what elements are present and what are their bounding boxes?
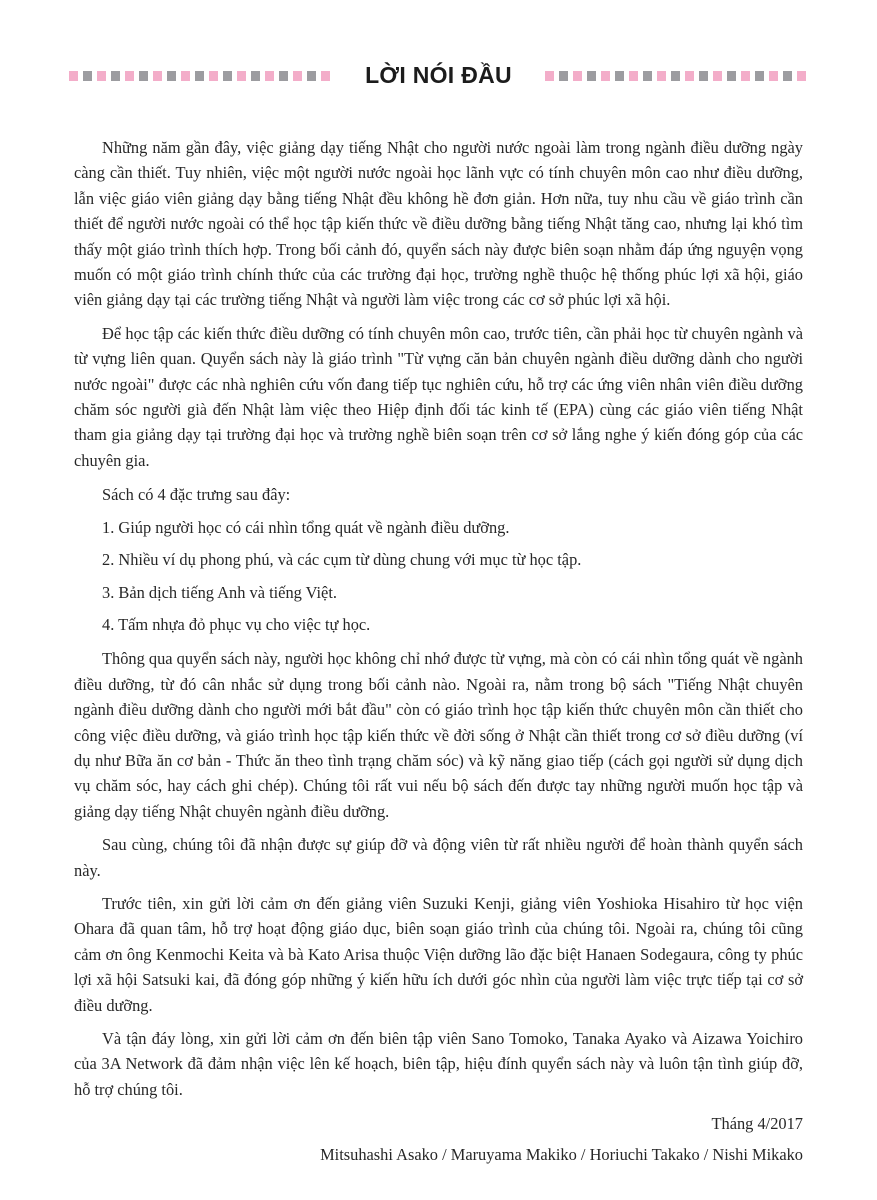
- decorative-dots-right: [545, 71, 808, 81]
- publication-date: Tháng 4/2017: [711, 1114, 803, 1134]
- paragraph-thanks-advisors: Trước tiên, xin gửi lời cảm ơn đến giảng viên Suzuki Kenji, giảng viên Yoshioka Hisahiro từ học viện Ohara đã quan tâm, hỗ trợ hoạt động giáo dục, biên soạn giáo trình của chúng tôi. Ngoài ra, chúng tôi cũng cảm ơn ông Kenmochi Keita và bà Kato Arisa thuộc Viện dưỡng lão đặc biệt Hanaen Sodegaura, công ty phúc lợi xã hội Satsuki kai, đã đóng góp những ý kiến hữu ích dưới góc nhìn của người làm việc trực tiếp tại cơ sở điều dưỡng.: [74, 893, 803, 1015]
- authors: Mitsuhashi Asako / Maruyama Makiko / Horiuchi Takako / Nishi Mikako: [320, 1144, 803, 1164]
- feature-item-2: 2. Nhiều ví dụ phong phú, và các cụm từ dùng chung với mục từ học tập.: [102, 550, 582, 570]
- page-header: [0, 0, 877, 89]
- feature-item-4: 4. Tấm nhựa đỏ phục vụ cho việc tự học.: [102, 614, 371, 634]
- page-title: LỜI NÓI ĐẦU: [365, 62, 512, 88]
- preface-content: [0, 89, 877, 1167]
- paragraph-thanks-editors: Và tận đáy lòng, xin gửi lời cảm ơn đến biên tập viên Sano Tomoko, Tanaka Ayako và Aizawa Yoichiro của 3A Network đã đảm nhận việc lên kế hoạch, biên tập, hiệu đính quyển sách này và luôn tận tình giúp đỡ, hỗ trợ chúng tôi.: [74, 1029, 803, 1099]
- decorative-dots-left: [69, 71, 332, 81]
- paragraph-intro-2: Để học tập các kiến thức điều dưỡng có tính chuyên môn cao, trước tiên, cần phải học từ chuyên ngành và từ vựng liên quan. Quyển sách này là giáo trình "Từ vựng căn bản chuyên ngành điều dưỡng dành cho người nước ngoài" được các nhà nghiên cứu vốn đang tiếp tục nghiên cứu, hỗ trợ các ứng viên nhân viên điều dưỡng chăm sóc người già đến Nhật làm việc theo Hiệp định đối tác kinh tế (EPA) cùng các giáo viên tiếng Nhật tham gia giảng dạy tại trường đại học và trường nghề biên soạn trên cơ sở lắng nghe ý kiến đóng góp của các chuyên gia.: [74, 323, 803, 470]
- features-intro: Sách có 4 đặc trưng sau đây:: [102, 485, 291, 505]
- paragraph-overview: Thông qua quyển sách này, người học không chỉ nhớ được từ vựng, mà còn có cái nhìn tổng quát về ngành điều dưỡng, từ đó cân nhắc sử dụng trong bối cảnh nào. Ngoài ra, nằm trong bộ sách "Tiếng Nhật chuyên ngành điều dưỡng dành cho người mới bắt đầu" còn có giáo trình học tập kiến thức chuyên môn cần thiết cho công việc điều dưỡng, và giáo trình học tập kiến thức về đời sống ở Nhật cần thiết trong cơ sở điều dưỡng (ví dụ như Bữa ăn cơ bản - Thức ăn theo tình trạng chăm sóc) và kỹ năng giao tiếp (cách gọi người sử dụng dịch vụ chăm sóc, hay cách ghi chép). Chúng tôi rất vui nếu bộ sách đến được tay những người muốn học tập và giảng dạy tiếng Nhật chuyên ngành điều dưỡng.: [74, 649, 803, 821]
- paragraph-intro-1: Những năm gần đây, việc giảng dạy tiếng Nhật cho người nước ngoài làm trong ngành điều dưỡng ngày càng cần thiết. Tuy nhiên, việc một người nước ngoài học lãnh vực có tính chuyên môn cao như điều dưỡng, lẫn việc giáo viên giảng dạy bằng tiếng Nhật đều không hề đơn giản. Hơn nữa, tuy nhu cầu về giáo trình cần thiết để người nước ngoài có thể học tập kiến thức về điều dưỡng bằng tiếng Nhật tăng cao, nhưng lại khó tìm thấy một giáo trình thích hợp. Trong bối cảnh đó, quyển sách này được biên soạn nhằm đáp ứng nguyện vọng muốn có một giáo trình chính thức của các trường đại học, trường nghề thuộc hệ thống phúc lợi xã hội, giáo viên giảng dạy tại các trường tiếng Nhật và người làm việc trong các cơ sở phúc lợi xã hội.: [74, 138, 803, 310]
- feature-item-1: 1. Giúp người học có cái nhìn tổng quát về ngành điều dưỡng.: [102, 517, 510, 537]
- paragraph-thanks-general: Sau cùng, chúng tôi đã nhận được sự giúp đỡ và động viên từ rất nhiều người để hoàn thành quyển sách này.: [74, 835, 803, 880]
- feature-item-3: 3. Bản dịch tiếng Anh và tiếng Việt.: [102, 582, 337, 602]
